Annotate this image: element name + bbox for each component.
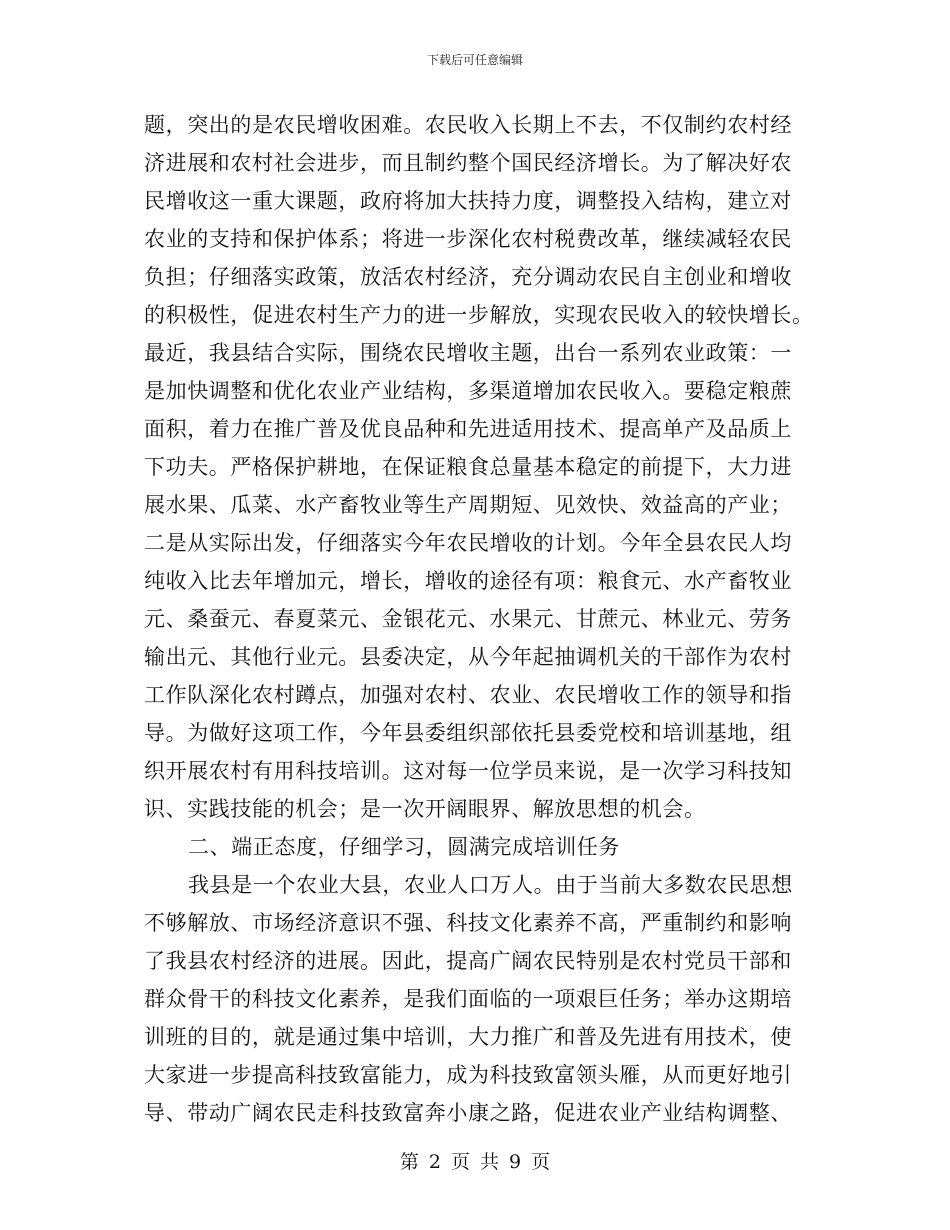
text-line: 最近，我县结合实际，围绕农民增收主题，出台一系列农业政策：一 — [144, 341, 792, 365]
text-line: 民增收这一重大课题，政府将加大扶持力度，调整投入结构，建立对 — [144, 189, 792, 213]
text-line: 识、实践技能的机会；是一次开阔眼界、解放思想的机会。 — [144, 797, 706, 821]
section-heading: 二、端正态度，仔细学习，圆满完成培训任务 — [188, 835, 620, 859]
page-header: 下载后可任意编辑 — [426, 53, 523, 67]
text-line: 不够解放、市场经济意识不强、科技文化素养不高，严重制约和影响 — [144, 911, 792, 935]
text-line: 济进展和农村社会进步，而且制约整个国民经济增长。为了解决好农 — [144, 151, 792, 175]
text-line: 题，突出的是农民增收困难。农民收入长期上不去，不仅制约农村经 — [144, 113, 792, 137]
text-line: 下功夫。严格保护耕地，在保证粮食总量基本稳定的前提下，大力进 — [144, 455, 792, 479]
text-line: 群众骨干的科技文化素养，是我们面临的一项艰巨任务；举办这期培 — [144, 987, 792, 1011]
text-line: 导。为做好这项工作，今年县委组织部依托县委党校和培训基地，组 — [144, 721, 792, 745]
text-line: 大家进一步提高科技致富能力，成为科技致富领头雁，从而更好地引 — [144, 1063, 792, 1087]
page-number: 第 2 页 共 9 页 — [399, 1151, 551, 1173]
text-line: 织开展农村有用科技培训。这对每一位学员来说，是一次学习科技知 — [144, 759, 792, 783]
text-line: 元、桑蚕元、春夏菜元、金银花元、水果元、甘蔗元、林业元、劳务 — [144, 607, 792, 631]
text-line: 工作队深化农村蹲点，加强对农村、农业、农民增收工作的领导和指 — [144, 683, 792, 707]
text-line: 展水果、瓜菜、水产畜牧业等生产周期短、见效快、效益高的产业； — [144, 493, 792, 517]
text-line: 是加快调整和优化农业产业结构，多渠道增加农民收入。要稳定粮蔗 — [144, 379, 792, 403]
text-line: 二是从实际出发，仔细落实今年农民增收的计划。今年全县农民人均 — [144, 531, 792, 555]
text-line: 的积极性，促进农村生产力的进一步解放，实现农民收入的较快增长。 — [144, 303, 814, 327]
text-line: 导、带动广阔农民走科技致富奔小康之路，促进农业产业结构调整、 — [144, 1101, 792, 1125]
document-body — [144, 106, 814, 1132]
text-line: 训班的目的，就是通过集中培训，大力推广和普及先进有用技术，使 — [144, 1025, 792, 1049]
text-line: 我县是一个农业大县，农业人口万人。由于当前大多数农民思想 — [188, 873, 793, 897]
text-line: 输出元、其他行业元。县委决定，从今年起抽调机关的干部作为农村 — [144, 645, 792, 669]
text-line: 农业的支持和保护体系；将进一步深化农村税费改革，继续减轻农民 — [144, 227, 792, 251]
text-line: 了我县农村经济的进展。因此，提高广阔农民特别是农村党员干部和 — [144, 949, 792, 973]
text-line: 纯收入比去年增加元，增长，增收的途径有项：粮食元、水产畜牧业 — [144, 569, 792, 593]
text-line: 面积，着力在推广普及优良品种和先进适用技术、提高单产及品质上 — [144, 417, 792, 441]
text-line: 负担；仔细落实政策，放活农村经济，充分调动农民自主创业和增收 — [144, 265, 792, 289]
